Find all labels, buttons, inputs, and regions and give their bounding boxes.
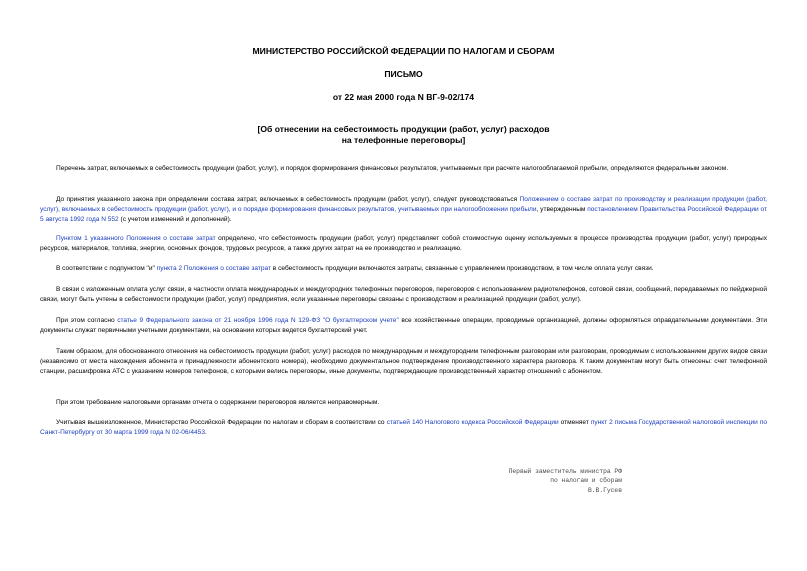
paragraph-text: При этом согласно	[56, 317, 118, 324]
paragraph-3	[40, 234, 767, 254]
paragraph-8	[40, 398, 767, 408]
paragraph-text: До принятия указанного закона при определении состава затрат, включаемых в себестоимость продукции (работ, услуг), следует руководствоваться	[56, 196, 520, 203]
paragraph-4	[40, 264, 767, 274]
paragraph-text: Учитывая вышеизложенное, Министерство Российской Федерации по налогам и сборам в соответствии со	[56, 419, 387, 426]
paragraph-1	[40, 164, 767, 174]
paragraph-text: все хозяйственные операции, проводимые организацией, должны оформляться оправдательными документами. Эти документы служат первичными учетными документами, на основании которых ведется бухгалтерский учет.	[40, 317, 768, 335]
paragraph-9	[40, 418, 767, 438]
paragraph-text: В связи с изложенным оплата услуг связи, в частности оплата международных и междугородних телефонных переговоров, переговоров с использованием радиотелефонов, сотовой связи, сообщений, передаваемых по пейджерной связи, могут быть учтены в себестоимости продукции (работ, услуг) предприятия, если указанные переговоры связаны с производством и реализацией продукции (работ, услуг).	[40, 286, 767, 304]
document-title-line-1: [Об отнесении на себестоимость продукции (работ, услуг) расходов	[257, 124, 550, 134]
document-type-heading: ПИСЬМО	[384, 69, 423, 79]
paragraph-text: отменяет	[558, 419, 591, 426]
paragraph-5	[40, 285, 767, 305]
paragraph-text: При этом требование налоговыми органами отчета о содержании переговоров является неправомерным.	[56, 399, 380, 406]
document-title-line-2: на телефонные переговоры]	[341, 135, 466, 145]
paragraph-text: , утвержденным	[536, 206, 588, 214]
paragraph-text: Перечень затрат, включаемых в себестоимость продукции (работ, услуг), и порядок формирования финансовых результатов, учитываемых при расчете налогооблагаемой прибыли, определяются федеральным законом.	[56, 165, 729, 172]
link-statya-140-nk-rf[interactable]: статьей 140 Налогового кодекса Российской Федерации	[386, 419, 559, 426]
link-punkt-2-polozheniya[interactable]: пункта 2 Положения о составе затрат	[156, 265, 271, 272]
signature-name: В.В.Гусев	[587, 486, 622, 494]
link-statya-9-129-fz[interactable]: статье 9 Федерального закона от 21 ноября 1996 года N 129-ФЗ "О бухгалтерском учете"	[117, 317, 399, 324]
paragraph-text: (с учетом изменений и дополнений).	[118, 216, 232, 224]
paragraph-6	[40, 316, 767, 336]
paragraph-text: в себестоимость продукции включаются затраты, связанные с управлением производством, в том числе оплата услуг связи.	[270, 265, 654, 272]
link-punkt-1-polozheniya[interactable]: Пунктом 1 указанного Положения о составе затрат	[56, 235, 216, 242]
paragraph-text: В соответствии с подпунктом "и"	[56, 265, 157, 272]
link-postanovlenie-552[interactable]: постановлением Правительства Российской Федерации от 5 августа 1992 года N 552	[40, 206, 767, 224]
signature-ministry: по налогам и сборам	[550, 477, 622, 485]
paragraph-text: Таким образом, для обоснованного отнесения на себестоимость продукции (работ, услуг) расходов по международным и междугородним телефонным разговорам или разговорам, проводимым с использованием других видов связи (независимо от места нахождения абонента и принадлежности абонентского номера), необходимо документальное подтверждение производственного характера разговора. К таким документам могут быть отнесены: счет телефонной станции, расшифровка АТС с указанием номеров телефонов, с которыми велись переговоры, иные документы, подтверждающие производственный характер отношений с абонентом.	[40, 348, 767, 376]
link-polozhenie-o-sostave-zatrat[interactable]: Положением о составе затрат по производству и реализации продукции (работ, услуг), включаемых в себестоимость продукции (работ, услуг), и о порядке формирования финансовых результатов, учитываемых при налогообложении прибыли	[40, 196, 767, 214]
signature-position: Первый заместитель министра РФ	[508, 468, 622, 475]
paragraph-2	[40, 195, 767, 226]
document-title	[0, 124, 807, 146]
paragraph-7	[40, 347, 767, 378]
ministry-heading: МИНИСТЕРСТВО РОССИЙСКОЙ ФЕДЕРАЦИИ ПО НАЛОГАМ И СБОРАМ	[252, 46, 555, 56]
signature-block	[480, 467, 622, 495]
paragraph-text: .	[204, 429, 207, 437]
paragraph-text: определено, что себестоимость продукции (работ, услуг) представляет собой стоимостную оценку используемых в процессе производства продукции (работ, услуг) природных ресурсов, материалов, топлива, энергии, основных фондов, трудовых ресурсов, а также других затрат на ее производство и реализацию.	[40, 235, 767, 253]
link-punkt-2-pisma-gni[interactable]: пункт 2 письма Государственной налоговой инспекции по Санкт-Петербургу от 30 марта 1999 года N 02-06/4453	[40, 419, 768, 437]
date-number-heading: от 22 мая 2000 года N ВГ-9-02/174	[332, 92, 475, 102]
